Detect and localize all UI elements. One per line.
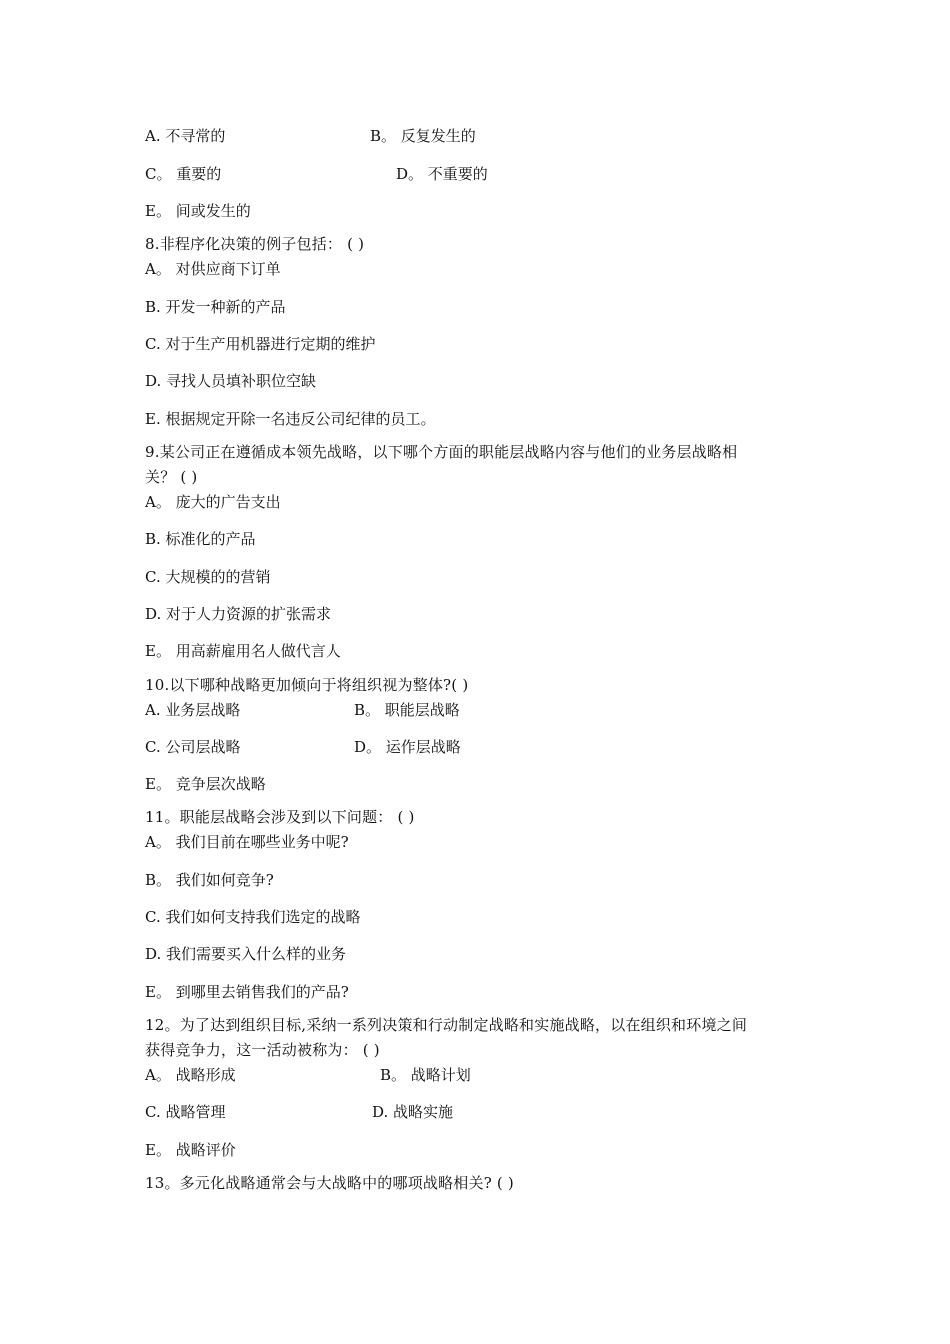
q12-stem-line2: 获得竞争力，这一活动被称为： ( ) xyxy=(145,1041,380,1059)
q8-option-e: E. 根据规定开除一名违反公司纪律的员工。 xyxy=(145,410,436,428)
q11-option-c: C. 我们如何支持我们选定的战略 xyxy=(145,908,361,926)
q8-stem: 8.非程序化决策的例子包括： ( ) xyxy=(145,235,365,253)
q10-option-d: D。 运作层战略 xyxy=(354,738,461,756)
q7-option-c: C。 重要的 xyxy=(145,165,222,183)
q9-option-b: B. 标准化的产品 xyxy=(145,530,256,548)
q7-option-d: D。 不重要的 xyxy=(396,165,488,183)
q9-stem-line2: 关？ ( ) xyxy=(145,468,198,486)
q8-option-b: B. 开发一种新的产品 xyxy=(145,298,286,316)
q12-option-d: D. 战略实施 xyxy=(372,1103,454,1121)
q11-option-b: B。 我们如何竞争? xyxy=(145,871,274,889)
q11-option-e: E。 到哪里去销售我们的产品? xyxy=(145,983,349,1001)
q12-option-e: E。 战略评价 xyxy=(145,1141,236,1159)
q11-option-a: A。 我们目前在哪些业务中呢? xyxy=(145,833,349,851)
q12-option-b: B。 战略计划 xyxy=(380,1066,471,1084)
q10-option-a: A. 业务层战略 xyxy=(145,701,241,719)
q8-option-d: D. 寻找人员填补职位空缺 xyxy=(145,372,317,390)
q13-stem: 13。多元化战略通常会与大战略中的哪项战略相关? ( ) xyxy=(145,1174,514,1192)
q9-option-c: C. 大规模的的营销 xyxy=(145,568,271,586)
q7-option-a: A. 不寻常的 xyxy=(145,127,226,145)
q12-option-a: A。 战略形成 xyxy=(145,1066,236,1084)
q9-option-d: D. 对于人力资源的扩张需求 xyxy=(145,605,332,623)
q10-option-c: C. 公司层战略 xyxy=(145,738,241,756)
q12-option-c: C. 战略管理 xyxy=(145,1103,226,1121)
q9-stem-line1: 9.某公司正在遵循成本领先战略，以下哪个方面的职能层战略内容与他们的业务层战略相 xyxy=(145,443,738,461)
q12-stem-line1: 12。为了达到组织目标,采纳一系列决策和行动制定战略和实施战略，以在组织和环境之间 xyxy=(145,1016,748,1034)
q8-option-a: A。 对供应商下订单 xyxy=(145,260,281,278)
q7-option-b: B。 反复发生的 xyxy=(370,127,476,145)
q9-option-a: A。 庞大的广告支出 xyxy=(145,493,281,511)
q10-option-e: E。 竞争层次战略 xyxy=(145,775,266,793)
q10-option-b: B。 职能层战略 xyxy=(354,701,460,719)
q9-option-e: E。 用高薪雇用名人做代言人 xyxy=(145,642,341,660)
q7-option-e: E。 间或发生的 xyxy=(145,202,251,220)
q10-stem: 10.以下哪种战略更加倾向于将组织视为整体?( ) xyxy=(145,676,469,694)
q11-option-d: D. 我们需要买入什么样的业务 xyxy=(145,945,347,963)
q8-option-c: C. 对于生产用机器进行定期的维护 xyxy=(145,335,376,353)
q11-stem: 11。职能层战略会涉及到以下问题： ( ) xyxy=(145,808,415,826)
